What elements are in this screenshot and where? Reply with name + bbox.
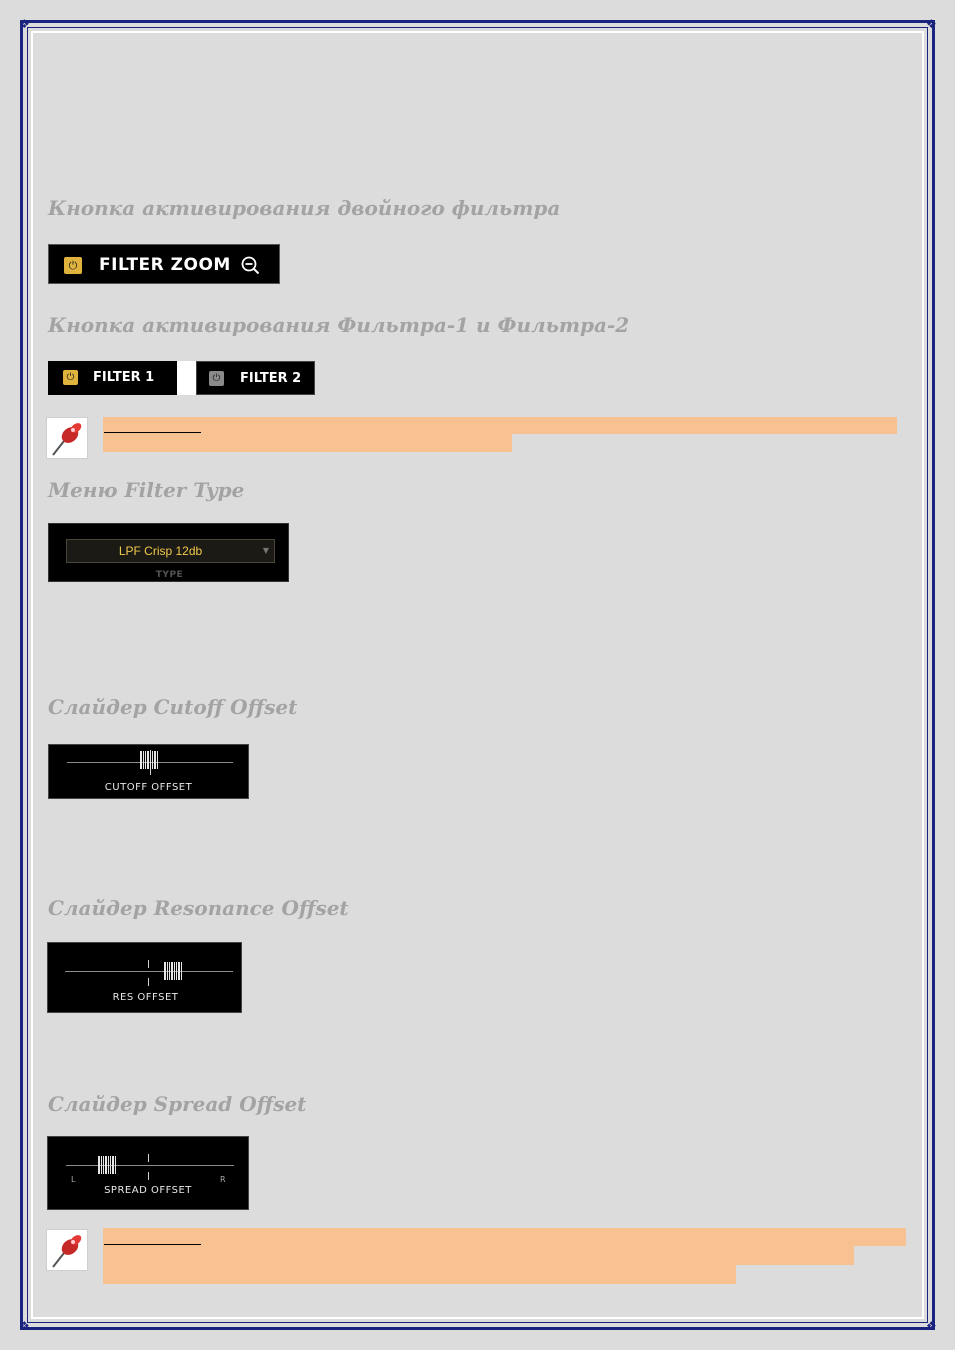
corner-ornament-br: ❖ — [926, 1319, 937, 1333]
button-gap — [177, 361, 196, 395]
note-underline — [104, 432, 201, 433]
filter-zoom-button[interactable] — [48, 244, 280, 284]
res-offset-label: RES OFFSET — [112, 992, 179, 1003]
cutoff-heading: Слайдер Cutoff Offset — [48, 695, 298, 719]
spread-right-label: R — [220, 1175, 227, 1184]
corner-ornament-tr: ❖ — [926, 17, 937, 31]
power-icon: ⏻ — [64, 257, 82, 274]
note-pushpin-icon — [46, 1229, 88, 1271]
chevron-down-icon: ▼ — [262, 546, 269, 555]
resonance-heading: Слайдер Resonance Offset — [48, 896, 349, 920]
corner-ornament-bl: ❖ — [19, 1319, 30, 1333]
filter-zoom-label: FILTER ZOOM — [99, 255, 231, 275]
note-highlight-line-1 — [103, 1228, 906, 1246]
res-offset-slider[interactable] — [47, 942, 242, 1013]
spread-heading: Слайдер Spread Offset — [48, 1092, 307, 1116]
slider-track — [65, 971, 233, 972]
corner-ornament-tl: ❖ — [19, 17, 30, 31]
note-highlight-line-3 — [103, 1265, 736, 1284]
filter-2-label: FILTER 2 — [240, 371, 302, 386]
spread-left-label: L — [71, 1175, 76, 1184]
filter-type-value: LPF Crisp 12db — [118, 544, 203, 558]
page-border-white — [31, 31, 924, 1319]
filter-1-label: FILTER 1 — [93, 370, 155, 385]
slider-handle[interactable] — [98, 1155, 118, 1175]
slider-handle[interactable] — [164, 961, 184, 981]
cutoff-offset-slider[interactable] — [48, 744, 249, 799]
slider-center-tick-top — [148, 1154, 149, 1162]
slider-center-tick-bottom — [148, 978, 149, 986]
filter-type-caption: TYPE — [155, 570, 184, 580]
zoom-out-icon — [241, 256, 256, 271]
filter12-heading: Кнопка активирования Фильтра-1 и Фильтра-2 — [48, 313, 630, 337]
spread-offset-slider[interactable] — [47, 1136, 249, 1210]
slider-track — [66, 1165, 234, 1166]
spread-offset-label: SPREAD OFFSET — [104, 1185, 192, 1196]
note-underline — [104, 1244, 201, 1245]
filter-2-button[interactable] — [196, 361, 315, 395]
cutoff-offset-label: CUTOFF OFFSET — [104, 782, 193, 793]
power-icon: ⏻ — [209, 371, 224, 386]
slider-center-tick-top — [148, 960, 149, 968]
slider-center-tick-bottom — [148, 1172, 149, 1180]
note-highlight-line-2 — [103, 1246, 854, 1265]
filter-type-dropdown[interactable] — [66, 539, 275, 563]
power-icon: ⏻ — [63, 370, 78, 385]
note-pushpin-icon — [46, 417, 88, 459]
dual-filter-heading: Кнопка активирования двойного фильтра — [48, 196, 561, 220]
filter-1-button[interactable] — [48, 361, 177, 395]
note-highlight-line-1 — [103, 417, 897, 434]
note-highlight-line-2 — [103, 434, 512, 452]
slider-handle[interactable] — [140, 750, 160, 770]
filter-type-heading: Меню Filter Type — [48, 478, 245, 502]
filter-type-panel — [48, 523, 289, 582]
